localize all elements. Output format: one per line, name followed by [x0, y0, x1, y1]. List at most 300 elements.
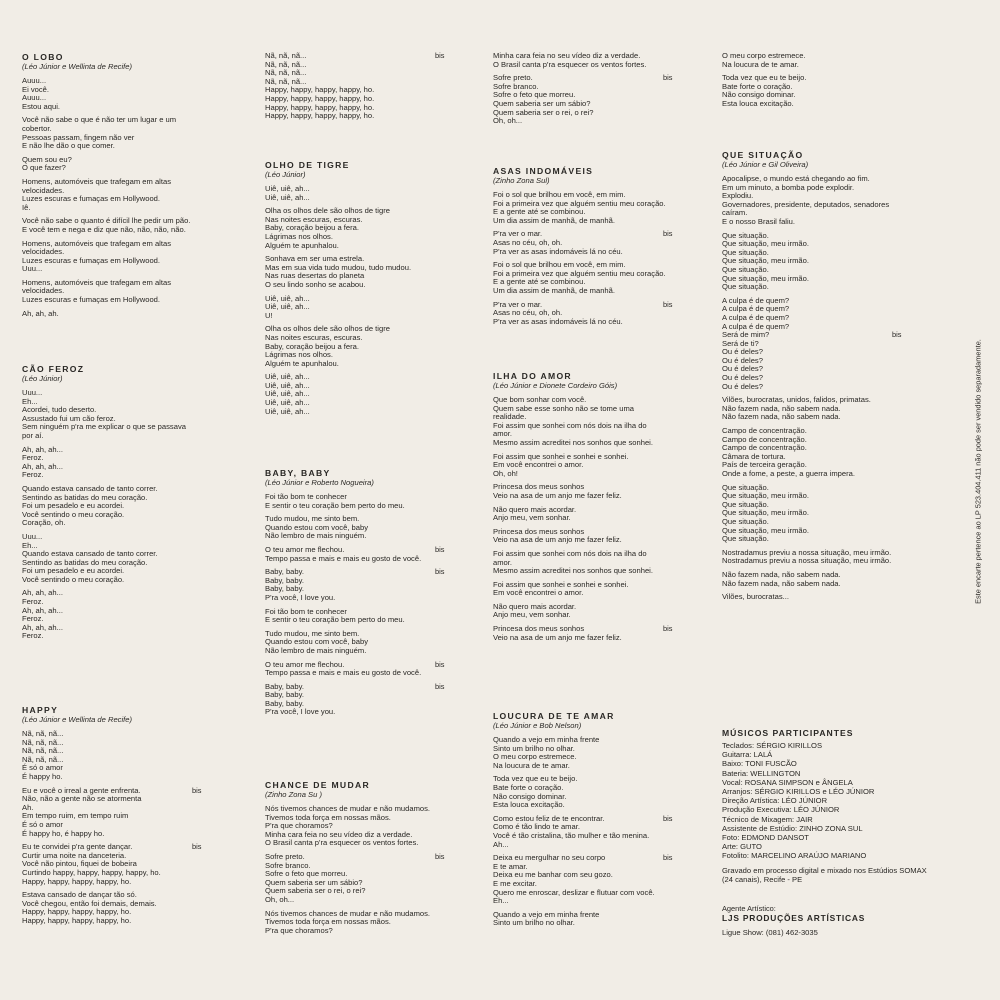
lyric-text: Bate forte o coração.	[722, 81, 793, 91]
lyric-text: Uuu...	[22, 531, 43, 541]
stanza	[22, 730, 257, 782]
bis-marker: bis	[663, 624, 673, 634]
lyric-text: E não lhe dão o que comer.	[22, 141, 115, 151]
lyric-line	[22, 204, 257, 213]
lyric-line	[493, 405, 728, 414]
lyric-text: O teu amor me flechou.	[265, 659, 345, 669]
agent-label: Agente Artístico:	[722, 904, 776, 914]
stanza	[493, 911, 728, 928]
lyric-line	[22, 310, 257, 319]
credit-line: Direção Artística: LÉO JÚNIOR	[722, 796, 828, 806]
stanza	[493, 736, 728, 770]
lyric-text: Quem saberia ser um sábio?	[265, 877, 363, 887]
lyric-text: Quem saberia ser o rei, o rei?	[493, 107, 594, 117]
lyric-text: Uuu...	[22, 264, 43, 274]
stanza	[265, 853, 500, 905]
lyric-text: Você não pintou, fiquei de bobeira	[22, 859, 137, 869]
lyric-text: Tudo mudou, me sinto bem.	[265, 628, 360, 638]
lyric-text: Que situação, meu irmão.	[722, 508, 809, 518]
lyric-text: O teu amor me flechou.	[265, 544, 345, 554]
lyric-text: Ah.	[22, 802, 34, 812]
lyric-text: E sentir o teu coração bem perto do meu.	[265, 615, 405, 625]
lyric-text: Ou é deles?	[722, 373, 763, 383]
lyric-text: Apocalipse, o mundo está chegando ao fim.	[722, 174, 870, 183]
lyric-text: Ah, ah, ah...	[22, 605, 63, 615]
lyric-line	[22, 607, 257, 616]
lyric-line	[493, 117, 728, 126]
lyric-line	[493, 567, 728, 576]
lyric-text: Happy, happy, happy, happy, ho.	[22, 876, 132, 886]
lyric-line	[722, 218, 957, 227]
stanza	[22, 787, 257, 839]
bis-marker: bis	[663, 73, 673, 83]
lyric-text: Na loucura de te amar.	[493, 760, 570, 770]
lyric-text: Quando estou com você, baby	[265, 637, 369, 647]
lyric-line	[265, 303, 500, 312]
lyric-line	[722, 61, 957, 70]
stanza	[722, 232, 957, 292]
stanza	[722, 396, 957, 422]
lyric-line	[493, 832, 728, 841]
lyric-text: Sofre branco.	[493, 81, 539, 91]
lyric-text: Que situação.	[722, 482, 769, 492]
recording-info	[722, 866, 957, 884]
bis-marker: bis	[892, 330, 902, 340]
lyric-text: Foi a primeira vez que alguém sentiu meu coração.	[493, 268, 666, 278]
lyric-text: P'ra ver o mar.	[493, 299, 543, 309]
lyric-line	[22, 878, 257, 887]
bis-marker: bis	[435, 659, 445, 669]
stanza	[493, 453, 728, 479]
lyric-text: velocidades.	[22, 247, 65, 257]
lyric-text: Estou aqui.	[22, 101, 60, 111]
song-block	[265, 468, 500, 722]
lyric-text: Iê.	[22, 202, 31, 212]
stanza	[493, 52, 728, 69]
lyric-line	[22, 423, 257, 432]
lyric-text: Sofre o feto que morreu.	[265, 869, 348, 879]
lyric-text: Happy, happy, happy, happy, ho.	[265, 102, 375, 112]
lyric-text: Olha os olhos dele são olhos de tigre	[265, 206, 390, 216]
lyric-line	[493, 514, 728, 523]
song-block	[493, 711, 728, 933]
lyric-text: É happy ho, é happy ho.	[22, 828, 105, 838]
lyric-text: Oh, oh...	[493, 116, 523, 126]
lyric-text: E a gente até se combinou.	[493, 207, 586, 217]
lyric-text: Quem sou eu?	[22, 154, 72, 164]
lyric-text: Não lembro de mais ninguém.	[265, 531, 367, 541]
lyric-text: É só o amor	[22, 763, 63, 773]
lyric-text: Que situação, meu irmão.	[722, 525, 809, 535]
lyric-line	[265, 616, 500, 625]
stanza	[265, 515, 500, 541]
lyric-text: Eh...	[493, 896, 509, 906]
lyric-text: Lágrimas nos olhos.	[265, 231, 333, 241]
song-credit: (Léo Júnior)	[265, 170, 306, 179]
lyric-text: Princesa dos meus sonhos	[493, 526, 585, 536]
lyric-text: Acordei, tudo deserto.	[22, 405, 97, 415]
song-title: O LOBO	[22, 52, 64, 62]
song-block	[22, 52, 257, 323]
song-title: QUE SITUAÇÃO	[722, 150, 804, 160]
lyric-line	[722, 470, 957, 479]
lyric-text: Uiê, uiê, ah...	[265, 380, 310, 390]
lyric-text: Que situação.	[722, 282, 769, 292]
stanza	[265, 255, 500, 289]
lyric-text: Feroz.	[22, 631, 44, 641]
credit-line: Bateria: WELLINGTON	[722, 768, 801, 778]
credit-line: Técnico de Mixagem: JAIR	[722, 814, 813, 824]
lyric-text: Nós tivemos chances de mudar e não mudamos.	[265, 908, 431, 918]
lyric-line	[722, 184, 957, 193]
lyric-text: O Brasil canta p'ra esquecer os ventos fortes.	[493, 59, 647, 69]
stanza	[265, 608, 500, 625]
lyric-line	[722, 283, 957, 292]
lyric-text: Ah, ah, ah...	[22, 588, 63, 598]
lyric-line	[265, 708, 500, 717]
lyric-text: O seu lindo sonho se acabou.	[265, 279, 366, 289]
stanza	[493, 550, 728, 576]
song-block	[722, 150, 957, 607]
lyric-text: Uiê, uiê, ah...	[265, 372, 310, 382]
lyric-text: Nostradamus previu a nossa situação, meu irmão.	[722, 556, 892, 566]
lyric-line	[493, 854, 728, 863]
recording-line: Gravado em processo digital e mixado nos Estúdios SOMAX	[722, 865, 927, 875]
stanza	[493, 603, 728, 620]
lyric-text: Você sentindo o meu coração.	[22, 574, 125, 584]
lyric-text: Você chegou, então foi demais, demais.	[22, 898, 157, 908]
lyric-text: Vilões, burocratas, unidos, falidos, primatas.	[722, 395, 871, 405]
lyric-text: Foi o sol que brilhou em você, em mim.	[493, 260, 626, 270]
lyric-line	[22, 226, 257, 235]
lyric-text: Veio na asa de um anjo me fazer feliz.	[493, 535, 622, 545]
lyric-text: Que situação.	[722, 499, 769, 509]
lyric-text: Minha cara feia no seu vídeo diz a verdade.	[493, 51, 641, 60]
lyric-text: Não fazem nada, não sabem nada.	[722, 412, 841, 422]
lyric-line	[493, 248, 728, 257]
lyric-line	[22, 589, 257, 598]
lyric-text: Quem saberia ser o rei, o rei?	[265, 886, 366, 896]
lyric-text: Campo de concentração.	[722, 443, 807, 453]
lyric-text: P'ra ver o mar.	[493, 229, 543, 239]
stanza	[493, 581, 728, 598]
lyric-text: Minha cara feia no seu vídeo diz a verdade.	[265, 829, 413, 839]
lyric-text: É happy ho.	[22, 771, 63, 781]
stanza	[493, 815, 728, 849]
stanza	[22, 589, 257, 641]
lyric-text: Ah, ah, ah...	[22, 622, 63, 632]
lyric-text: Vilões, burocratas...	[722, 592, 789, 602]
stanza	[493, 191, 728, 225]
lyric-line	[22, 533, 257, 542]
lyric-line	[265, 194, 500, 203]
side-note-text: Este encarte pertence ao LP 523.404.411 não pode ser vendido separadamente.	[973, 339, 983, 604]
lyric-text: Nã, nã, nã...	[22, 737, 64, 747]
lyric-text: O que fazer?	[22, 163, 66, 173]
lyric-line	[493, 461, 728, 470]
lyric-text: Foi assim que sonhei e sonhei e sonhei.	[493, 451, 629, 461]
lyric-line	[493, 470, 728, 479]
lyric-text: O Brasil canta p'ra esquecer os ventos fortes.	[265, 838, 419, 848]
lyric-text: Luzes escuras e fumaças em Hollywood.	[22, 255, 161, 265]
stanza	[493, 854, 728, 906]
bis-marker: bis	[663, 853, 673, 863]
lyric-text: Sofre preto.	[265, 851, 305, 861]
lyric-text: Você sentindo o meu coração.	[22, 509, 125, 519]
lyric-text: Luzes escuras e fumaças em Hollywood.	[22, 295, 161, 305]
stanza	[265, 373, 500, 416]
lyric-line	[493, 550, 728, 559]
stanza	[265, 52, 500, 121]
lyric-text: Que situação.	[722, 247, 769, 257]
lyric-text: Asas no céu, oh, oh.	[493, 237, 563, 247]
lyric-text: Baby, coração beijou a fera.	[265, 223, 359, 233]
lyric-line	[265, 360, 500, 369]
lyric-line	[22, 164, 257, 173]
lyric-text: velocidades.	[22, 286, 65, 296]
lyric-text: Você não sabe o quanto é difícil lhe pedir um pão.	[22, 216, 191, 226]
stanza	[265, 661, 500, 678]
lyric-line	[493, 801, 728, 810]
stanza	[265, 325, 500, 368]
lyric-line	[493, 287, 728, 296]
lyric-text: Veio na asa de um anjo me fazer feliz.	[493, 632, 622, 642]
lyric-line	[22, 576, 257, 585]
lyric-line	[493, 217, 728, 226]
lyric-text: Como estou feliz de te encontrar.	[493, 813, 605, 823]
lyric-text: amor.	[493, 557, 512, 567]
song-credit: (Léo Júnior e Bob Nelson)	[493, 721, 582, 730]
lyric-line	[493, 61, 728, 70]
lyric-text: Lágrimas nos olhos.	[265, 350, 333, 360]
lyric-text: Nã, nã, nã...	[265, 51, 307, 60]
lyric-text: Quando a vejo em minha frente	[493, 909, 600, 919]
lyric-line	[265, 896, 500, 905]
lyric-text: Asas no céu, oh, oh.	[493, 308, 563, 318]
lyric-text: Tivemos toda força em nossas mãos.	[265, 917, 391, 927]
lyric-text: Não lembro de mais ninguém.	[265, 645, 367, 655]
lyric-line	[265, 839, 500, 848]
lyric-line	[722, 201, 957, 210]
lyric-text: Quero me enroscar, deslizar e flutuar com você.	[493, 887, 655, 897]
stanza	[265, 207, 500, 250]
lyric-line	[22, 116, 257, 125]
lyric-line	[493, 589, 728, 598]
lyric-text: A culpa é de quem?	[722, 321, 790, 331]
lyric-text: Luzes escuras e fumaças em Hollywood.	[22, 194, 161, 204]
lyric-text: Eu e você o irreal a gente enfrenta.	[22, 785, 141, 795]
stanza	[493, 483, 728, 500]
stanza	[22, 389, 257, 441]
lyric-text: Em você encontrei o amor.	[493, 588, 584, 598]
lyric-text: Que situação.	[722, 264, 769, 274]
lyric-text: Ah, ah, ah...	[22, 461, 63, 471]
lyric-text: Nã, nã, nã...	[265, 76, 307, 86]
lyric-line	[22, 86, 257, 95]
stanza	[265, 805, 500, 848]
lyric-text: Você é tão cristalina, tão mulher e tão menina.	[493, 830, 650, 840]
credits-heading: MÚSICOS PARTICIPANTES	[722, 728, 854, 738]
lyric-text: Não consigo dominar.	[722, 90, 796, 100]
lyric-text: Mas em sua vida tudo mudou, tudo mudou.	[265, 262, 412, 272]
lyric-text: Toda vez que eu te beijo.	[722, 73, 807, 83]
lyric-text: Quando a vejo em minha frente	[493, 735, 600, 744]
lyric-text: A culpa é de quem?	[722, 295, 790, 305]
lyric-text: Será de mim?	[722, 330, 770, 340]
lyric-text: Ou é deles?	[722, 347, 763, 357]
credit-line: Fotolito: MARCELINO ARAÚJO MARIANO	[722, 851, 867, 861]
lyric-text: Baby, baby.	[265, 690, 304, 700]
lyric-line	[22, 917, 257, 926]
lyric-line	[265, 112, 500, 121]
stanza	[22, 116, 257, 150]
song-title: BABY, BABY	[265, 468, 331, 478]
lyric-text: Baby, baby.	[265, 575, 304, 585]
lyric-text: P'ra que choramos?	[265, 925, 333, 935]
stanza	[265, 568, 500, 602]
lyric-text: Baby, baby.	[265, 681, 304, 691]
lyric-text: Esta louca excitação.	[493, 800, 565, 810]
lyric-line	[493, 422, 728, 431]
song-block	[265, 780, 500, 940]
credit-line: Vocal: ROSANA SIMPSON e ÂNGELA	[722, 777, 853, 787]
song-credit: (Léo Júnior e Dionete Cordeiro Góis)	[493, 381, 618, 390]
stanza	[722, 549, 957, 566]
lyric-text: amor.	[493, 429, 512, 439]
lyric-text: Que situação, meu irmão.	[722, 491, 809, 501]
song-block	[22, 705, 257, 930]
lyric-text: Ei você.	[22, 84, 50, 94]
lyric-text: Governadores, presidente, deputados, senadores	[722, 199, 890, 209]
bis-marker: bis	[663, 229, 673, 239]
lyric-text: Eu te convidei p'ra gente dançar.	[22, 842, 133, 852]
song-credit: (Zinho Zona Su )	[265, 790, 322, 799]
credit-line: Arte: GUTO	[722, 842, 762, 852]
credit-line: Assistente de Estúdio: ZINHO ZONA SUL	[722, 823, 863, 833]
lyric-text: Foi tão bom te conhecer	[265, 492, 347, 501]
lyric-text: Princesa dos meus sonhos	[493, 624, 585, 634]
lyric-text: E te amar.	[493, 861, 528, 871]
lyric-text: Você não sabe o que é não ter um lugar e um	[22, 115, 177, 125]
lyric-text: Não, não a gente não se atormenta	[22, 794, 142, 804]
song-title: LOUCURA DE TE AMAR	[493, 711, 615, 721]
lyric-text: P'ra você, I love you.	[265, 592, 336, 602]
song-title: OLHO DE TIGRE	[265, 160, 350, 170]
lyric-text: Em um minuto, a bomba pode explodir.	[722, 182, 855, 192]
song-block	[22, 364, 257, 646]
lyric-text: Que situação.	[722, 230, 769, 240]
lyric-text: Nas noites escuras, escuras.	[265, 214, 363, 224]
lyric-text: Assustado fui um cão feroz.	[22, 413, 116, 423]
lyric-text: Que situação, meu irmão.	[722, 239, 809, 249]
stanza	[22, 77, 257, 111]
stanza	[493, 528, 728, 545]
stanza	[265, 185, 500, 202]
lyric-text: Quando estou com você, baby	[265, 522, 369, 532]
lyric-text: Happy, happy, happy, happy, ho.	[22, 915, 132, 925]
lyric-text: Happy, happy, happy, happy, ho.	[265, 93, 375, 103]
stanza	[493, 625, 728, 642]
lyric-text: Foi um pesadelo e eu acordei.	[22, 501, 125, 511]
bis-marker: bis	[435, 681, 445, 691]
lyric-text: E a gente até se combinou.	[493, 277, 586, 287]
lyric-text: Como é tão lindo te amar.	[493, 822, 580, 832]
stanza	[265, 910, 500, 936]
lyric-text: Não fazem nada, não sabem nada.	[722, 569, 841, 579]
lyric-text: E o nosso Brasil faliu.	[722, 216, 796, 226]
bis-marker: bis	[435, 851, 445, 861]
lyric-line	[22, 432, 257, 441]
bis-marker: bis	[435, 544, 445, 554]
lyric-text: Uiê, uiê, ah...	[265, 192, 310, 202]
lyric-line	[22, 795, 257, 804]
lyric-line	[265, 594, 500, 603]
lyric-text: O meu corpo estremece.	[493, 752, 577, 762]
lyric-text: Feroz.	[22, 597, 44, 607]
stanza	[265, 493, 500, 510]
lyric-text: A culpa é de quem?	[722, 304, 790, 314]
lyric-text: U!	[265, 310, 273, 320]
lyric-text: Tempo passa e mais e mais eu gosto de você.	[265, 668, 422, 678]
lyric-line	[265, 555, 500, 564]
lyric-line	[493, 889, 728, 898]
stanza	[493, 230, 728, 256]
stanza	[22, 240, 257, 274]
lyric-text: Foi o sol que brilhou em você, em mim.	[493, 190, 626, 199]
lyric-text: Sinto um brilho no olhar.	[493, 743, 575, 753]
lyric-text: Estava cansado de dançar tão só.	[22, 890, 137, 900]
lyric-text: Foi tão bom te conhecer	[265, 606, 347, 616]
song-credit: (Zinho Zona Sul)	[493, 176, 550, 185]
lyric-text: Ah, ah, ah.	[22, 308, 59, 318]
lyric-text: Onde a fome, a peste, a guerra impera.	[722, 469, 855, 478]
lyric-text: Homens, automóveis que trafegam em altas	[22, 277, 171, 287]
lyric-text: Happy, happy, happy, happy, ho.	[22, 907, 132, 917]
lyric-text: Sinto um brilho no olhar.	[493, 918, 575, 928]
lyric-text: Que situação, meu irmão.	[722, 273, 809, 283]
lyric-text: Não consigo dominar.	[493, 791, 567, 801]
stanza	[493, 301, 728, 327]
lyric-text: velocidades.	[22, 185, 65, 195]
lyric-line	[22, 265, 257, 274]
lyric-text: Ou é deles?	[722, 381, 763, 391]
lyric-text: Oh, oh!	[493, 468, 518, 478]
lyric-line	[722, 413, 957, 422]
lyric-text: Foi assim que sonhei com nós dois na ilha do	[493, 548, 647, 558]
lyric-text: Homens, automóveis que trafegam em altas	[22, 176, 171, 186]
lyric-line	[22, 296, 257, 305]
stanza	[722, 52, 957, 69]
lyric-text: P'ra que choramos?	[265, 821, 333, 831]
lyric-text: Campo de concentração.	[722, 426, 807, 436]
bis-marker: bis	[192, 842, 202, 852]
bis-marker: bis	[663, 299, 673, 309]
lyric-line	[22, 471, 257, 480]
stanza	[22, 533, 257, 585]
lyric-text: Uiê, uiê, ah...	[265, 293, 310, 303]
lyric-text: Esta louca excitação.	[722, 98, 794, 108]
lyric-line	[722, 535, 957, 544]
stanza	[265, 683, 500, 717]
lyric-text: Sofre o feto que morreu.	[493, 90, 576, 100]
lyric-text: Baby, baby.	[265, 584, 304, 594]
song-block	[265, 52, 500, 126]
lyric-text: cobertor.	[22, 123, 52, 133]
lyric-text: Anjo meu, vem sonhar.	[493, 513, 571, 523]
lyric-text: Sentindo as batidas do meu coração.	[22, 492, 148, 502]
song-block	[722, 52, 957, 114]
stanza	[22, 446, 257, 480]
